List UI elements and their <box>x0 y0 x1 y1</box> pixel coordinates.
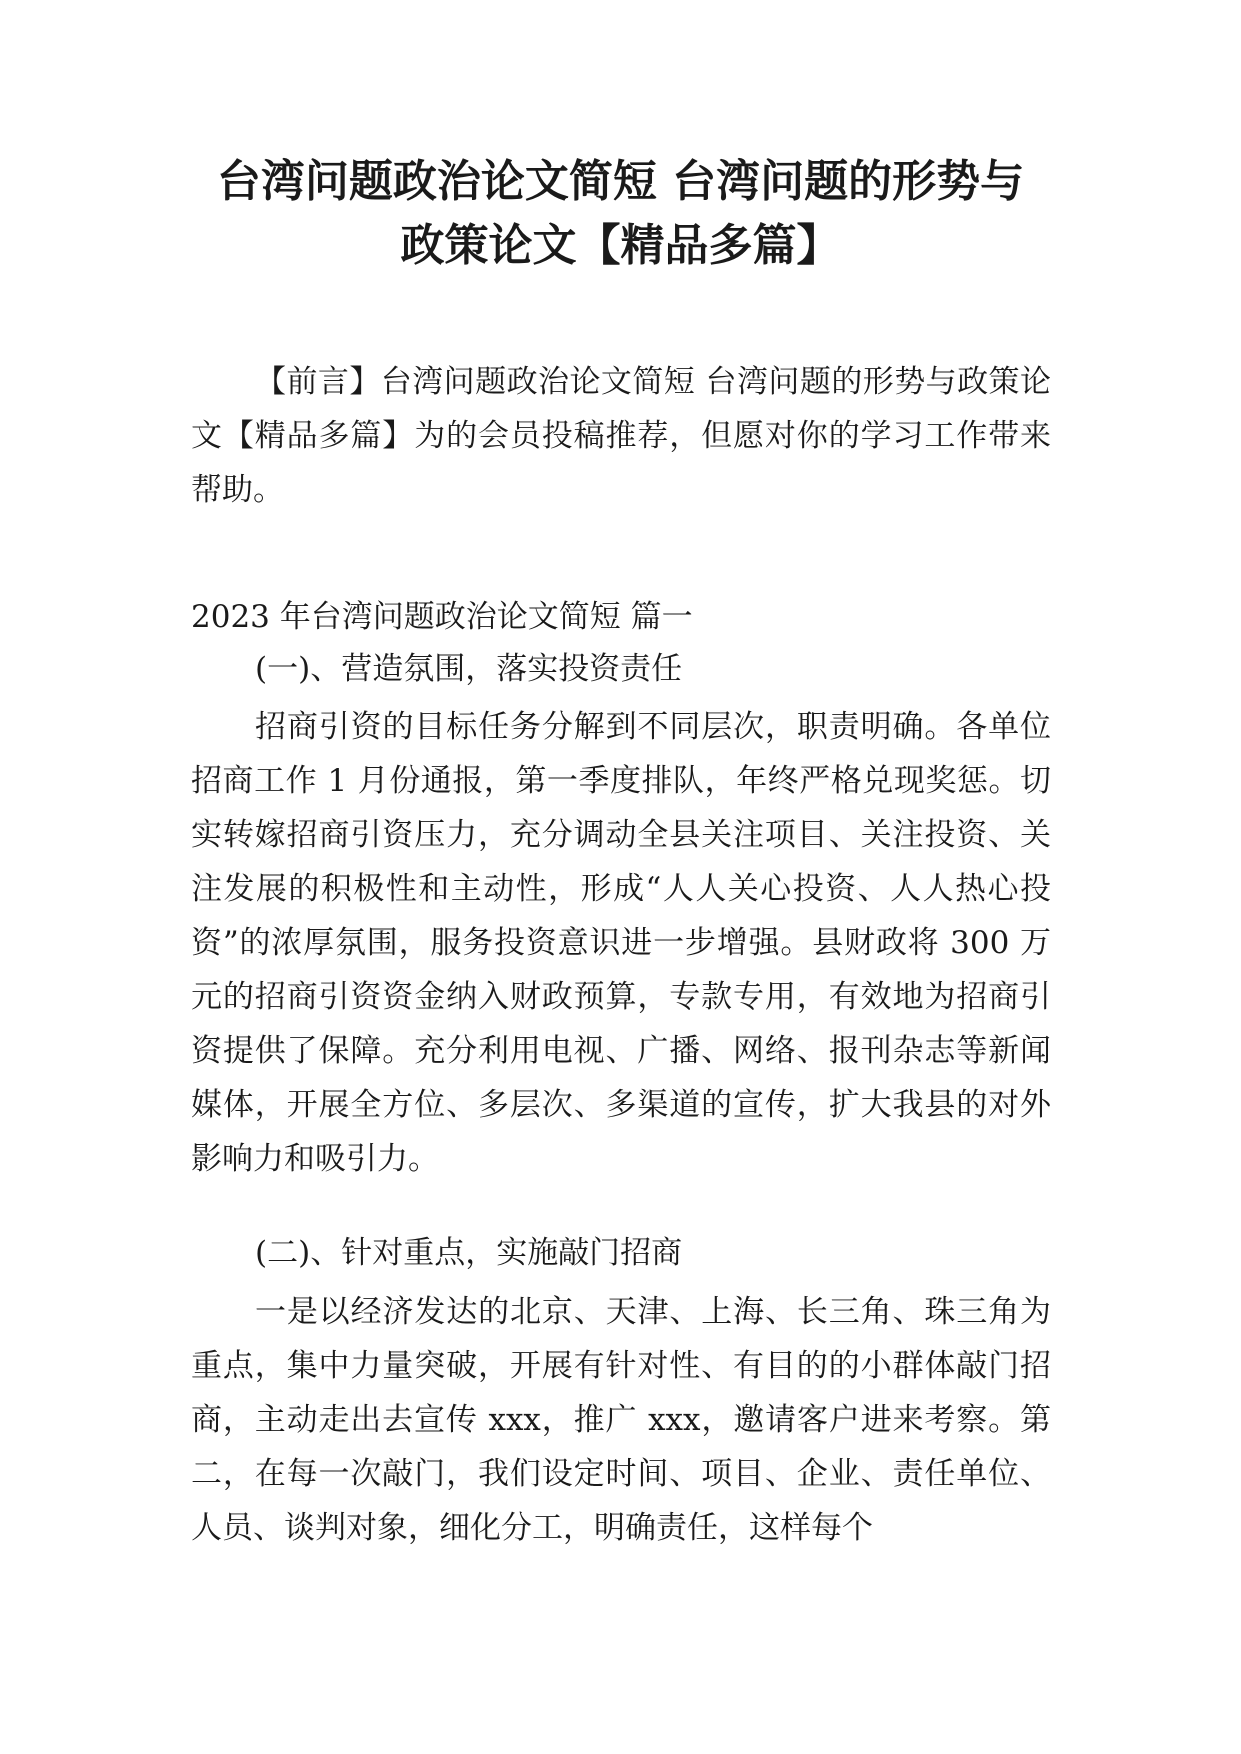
title-line-1: 台湾问题政治论文简短 台湾问题的形势与 <box>216 156 1025 207</box>
title-line-2: 政策论文【精品多篇】 <box>400 220 841 271</box>
paragraph-2: 一是以经济发达的北京、天津、上海、长三角、珠三角为重点，集中力量突破，开展有针对性、有目的的小群体敲门招商，主动走出去宣传 xxx，推广 xxx，邀请客户进来考察。第二，在每一次敲门，我们设定时间、项目、企业、责任单位、人员、谈判对象，细化分工，明确责任，这样每个 <box>191 1294 1051 1546</box>
section-heading: 2023 年台湾问题政治论文简短 篇一 <box>191 599 693 635</box>
document-title <box>150 150 1091 278</box>
preface-paragraph: 【前言】台湾问题政治论文简短 台湾问题的形势与政策论文【精品多篇】为的会员投稿推荐，但愿对你的学习工作带来帮助。 <box>191 364 1051 508</box>
subheading-1: (一)、营造氛围，落实投资责任 <box>255 651 683 687</box>
paragraph-1: 招商引资的目标任务分解到不同层次，职责明确。各单位招商工作 1 月份通报，第一季度排队，年终严格兑现奖惩。切实转嫁招商引资压力，充分调动全县关注项目、关注投资、关注发展的积极性和主动性，形成“人人关心投资、人人热心投资”的浓厚氛围，服务投资意识进一步增强。县财政将 300 万元的招商引资资金纳入财政预算，专款专用，有效地为招商引资提供了保障。充分利用电视、广播、网络、报刊杂志等新闻媒体，开展全方位、多层次、多渠道的宣传，扩大我县的对外影响力和吸引力。 <box>191 709 1051 1177</box>
subheading-2: (二)、针对重点，实施敲门招商 <box>255 1235 683 1271</box>
